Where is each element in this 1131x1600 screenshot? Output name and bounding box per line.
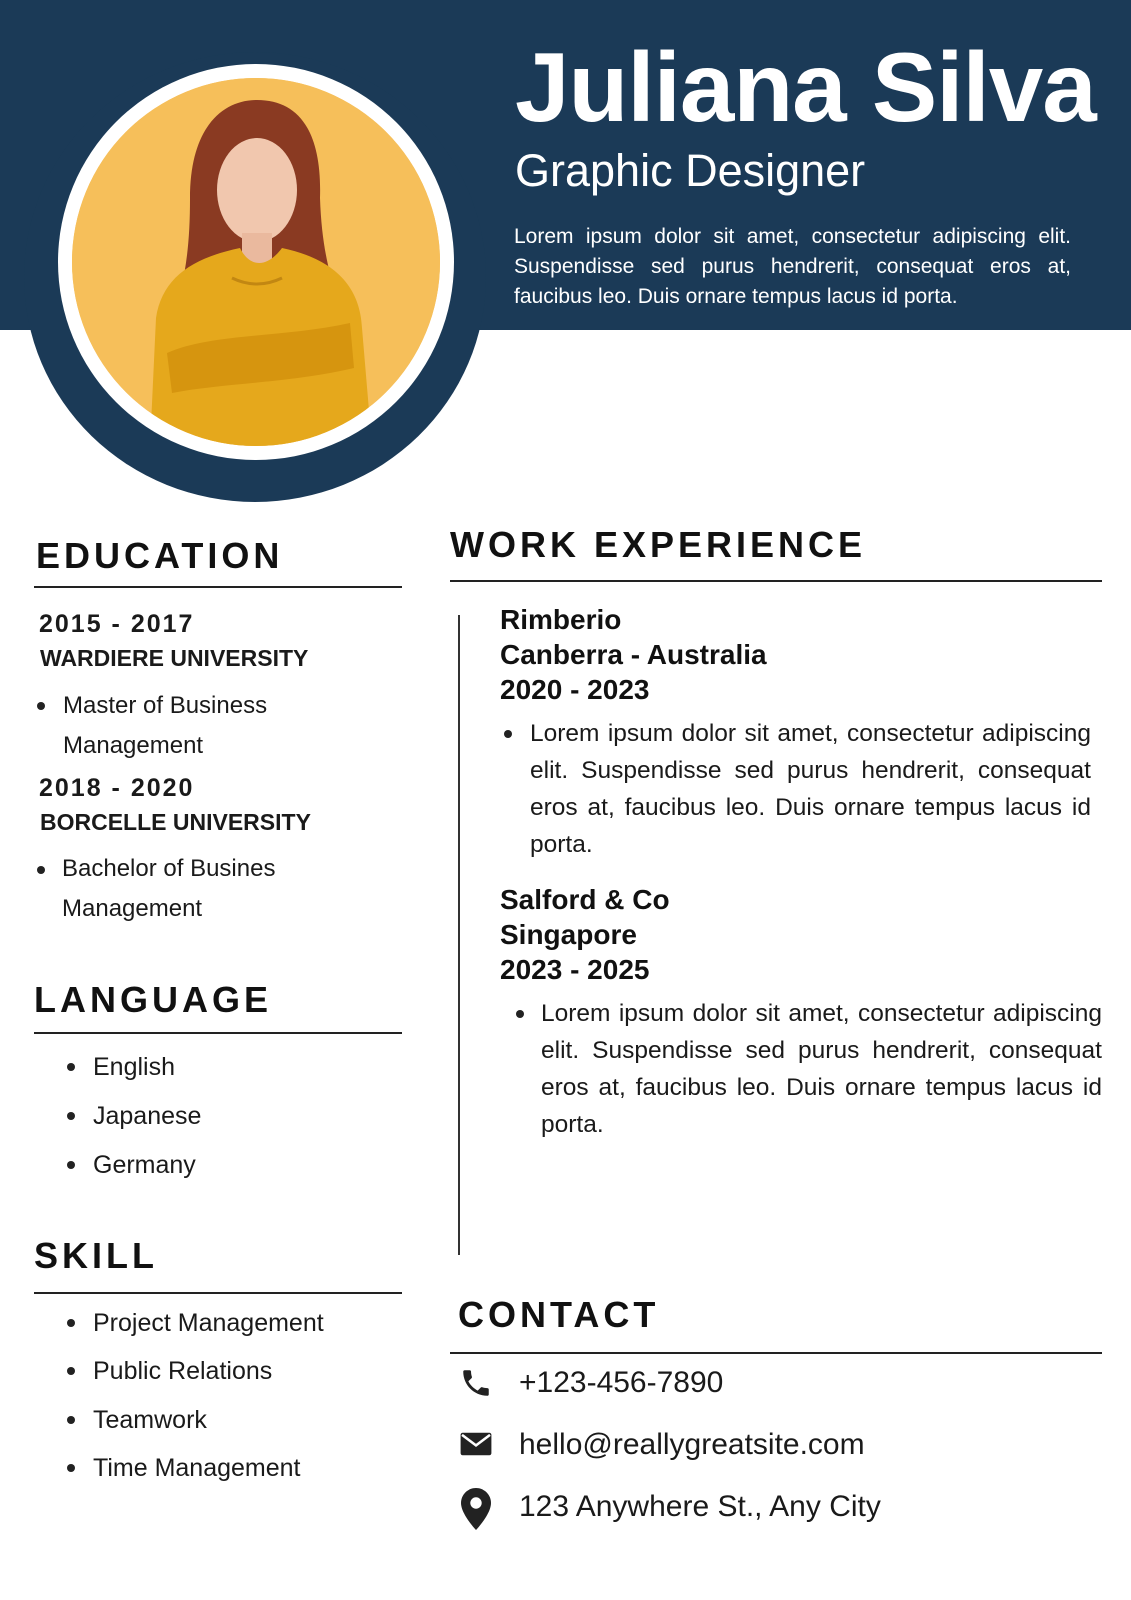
language-divider — [34, 1032, 402, 1034]
education-degree — [63, 686, 267, 766]
location-pin-icon — [461, 1488, 491, 1530]
email-icon — [459, 1430, 493, 1458]
job-header — [500, 882, 670, 987]
phone-icon — [459, 1366, 493, 1400]
work-divider — [450, 580, 1102, 582]
education-school: WARDIERE UNIVERSITY — [40, 645, 309, 671]
contact-divider — [450, 1352, 1102, 1354]
job-company: Salford & Co — [500, 884, 670, 915]
education-years: 2018 - 2020 — [39, 774, 195, 802]
job-location: Canberra - Australia — [500, 639, 767, 670]
work-heading: WORK EXPERIENCE — [450, 524, 867, 565]
bullet — [67, 1367, 75, 1375]
intro-text: Lorem ipsum dolor sit amet, consectetur adipiscing elit. Suspendisse sed purus hendrerit, consequat eros at, faucibus leo. Duis ornare tempus lacus id porta. — [514, 225, 1071, 308]
job-title: Graphic Designer — [515, 145, 866, 196]
education-divider — [34, 586, 402, 588]
skill-divider — [34, 1292, 402, 1294]
bullet — [37, 702, 45, 710]
education-years: 2015 - 2017 — [39, 610, 195, 638]
skill-item: Project Management — [93, 1309, 324, 1337]
language-item: Germany — [93, 1151, 196, 1179]
bullet — [67, 1464, 75, 1472]
education-school: BORCELLE UNIVERSITY — [40, 809, 311, 835]
bullet — [37, 866, 45, 874]
degree-line: Master of Business — [63, 692, 268, 719]
timeline-line — [458, 615, 460, 1255]
bullet — [67, 1112, 75, 1120]
education-heading: EDUCATION — [36, 535, 284, 576]
job-company: Rimberio — [500, 604, 622, 635]
skill-item: Teamwork — [93, 1406, 207, 1434]
bullet — [67, 1319, 75, 1327]
job-years: 2020 - 2023 — [500, 674, 650, 705]
address-text: 123 Anywhere St., Any City — [519, 1490, 881, 1523]
job-description: Lorem ipsum dolor sit amet, consectetur adipiscing elit. Suspendisse sed purus hendrerit, consequat eros at, faucibus leo. Duis ornare tempus lacus id porta. — [530, 720, 1091, 858]
job-location: Singapore — [500, 919, 637, 950]
bullet — [516, 1010, 524, 1018]
skill-item: Time Management — [93, 1454, 301, 1482]
degree-line: Management — [63, 732, 204, 759]
portrait-illustration — [72, 78, 440, 446]
job-years: 2023 - 2025 — [500, 954, 650, 985]
profile-photo — [72, 78, 440, 446]
bullet — [504, 730, 512, 738]
education-degree — [62, 849, 275, 929]
bullet — [67, 1161, 75, 1169]
bullet — [67, 1063, 75, 1071]
phone-text: +123-456-7890 — [519, 1366, 724, 1399]
degree-line: Bachelor of Busines — [62, 855, 276, 882]
language-item: English — [93, 1053, 175, 1081]
degree-line: Management — [62, 895, 203, 922]
contact-heading: CONTACT — [458, 1294, 660, 1335]
job-description: Lorem ipsum dolor sit amet, consectetur adipiscing elit. Suspendisse sed purus hendrerit, consequat eros at, faucibus leo. Duis ornare tempus lacus id porta. — [541, 1000, 1102, 1138]
candidate-name: Juliana Silva — [515, 32, 1096, 142]
bullet — [67, 1416, 75, 1424]
language-heading: LANGUAGE — [34, 979, 272, 1020]
skill-heading: SKILL — [34, 1235, 158, 1276]
language-item: Japanese — [93, 1102, 202, 1130]
email-text: hello@reallygreatsite.com — [519, 1428, 865, 1461]
skill-item: Public Relations — [93, 1357, 273, 1385]
job-header — [500, 602, 767, 707]
